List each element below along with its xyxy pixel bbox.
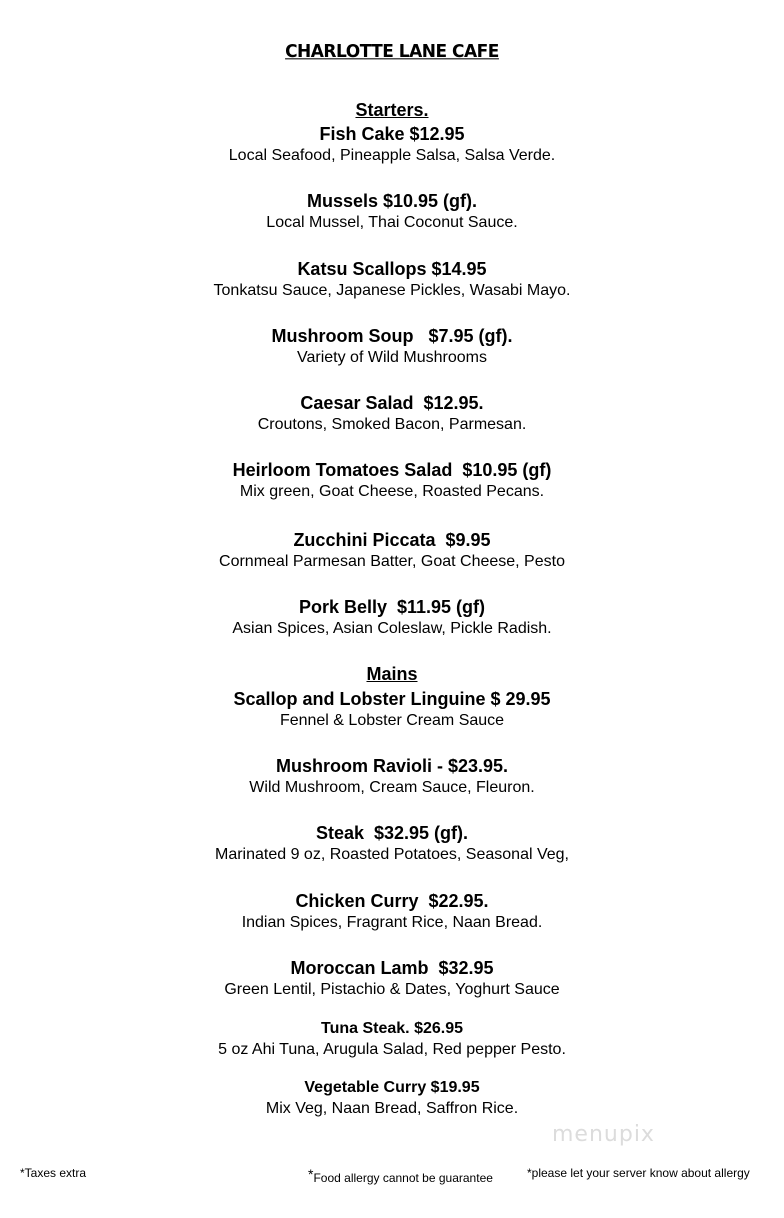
item-name: Mussels $10.95 (gf). [306, 191, 478, 211]
menu-item [0, 1078, 784, 1119]
item-name: Scallop and Lobster Linguine $ 29.95 [233, 689, 551, 709]
item-name: Zucchini Piccata $9.95 [293, 530, 491, 550]
menu-item [0, 957, 784, 1001]
item-name: Caesar Salad $12.95. [300, 393, 484, 413]
taxes-note: *Taxes extra [20, 1166, 87, 1180]
item-name: Katsu Scallops $14.95 [297, 259, 487, 279]
menu-item [0, 190, 784, 234]
item-description: 5 oz Ahi Tuna, Arugula Salad, Red pepper Pesto. [218, 1041, 566, 1058]
menupix-watermark: menupix [552, 1122, 655, 1147]
item-description: Local Seafood, Pineapple Salsa, Salsa Verde. [228, 147, 556, 164]
item-name: Tuna Steak. $26.95 [321, 1020, 463, 1037]
cafe-title: CHARLOTTE LANE CAFE [285, 41, 499, 63]
menu-item [0, 688, 784, 732]
item-description: Mix Veg, Naan Bread, Saffron Rice. [265, 1100, 519, 1117]
item-description: Fennel & Lobster Cream Sauce [279, 712, 505, 729]
allergy-disclaimer-text: Food allergy cannot be guarantee [313, 1171, 493, 1185]
item-name: Chicken Curry $22.95. [295, 891, 489, 911]
item-name: Mushroom Soup $7.95 (gf). [271, 326, 513, 346]
item-description: Asian Spices, Asian Coleslaw, Pickle Radish. [232, 620, 552, 637]
menu-item [0, 258, 784, 302]
menu-item [0, 459, 784, 503]
menu-item [0, 123, 784, 167]
item-name: Heirloom Tomatoes Salad $10.95 (gf) [232, 460, 552, 480]
item-description: Mix green, Goat Cheese, Roasted Pecans. [239, 483, 545, 500]
item-description: Cornmeal Parmesan Batter, Goat Cheese, Pesto [219, 553, 565, 570]
item-description: Green Lentil, Pistachio & Dates, Yoghurt Sauce [224, 981, 560, 998]
menu-item [0, 822, 784, 866]
item-name: Pork Belly $11.95 (gf) [298, 597, 486, 617]
item-name: Moroccan Lamb $32.95 [290, 958, 494, 978]
item-description: Wild Mushroom, Cream Sauce, Fleuron. [249, 779, 535, 796]
starters-heading: Starters. [355, 100, 429, 120]
menu-item [0, 1019, 784, 1060]
item-description: Croutons, Smoked Bacon, Parmesan. [257, 416, 527, 433]
item-name: Vegetable Curry $19.95 [304, 1079, 480, 1096]
item-description: Variety of Wild Mushrooms [297, 349, 487, 366]
menu-item [0, 890, 784, 934]
menu-item [0, 596, 784, 640]
item-description: Indian Spices, Fragrant Rice, Naan Bread. [241, 914, 543, 931]
menu-item [0, 529, 784, 573]
item-description: Local Mussel, Thai Coconut Sauce. [266, 214, 518, 231]
allergy-disclaimer [308, 1166, 493, 1185]
allergy-notice: *please let your server know about allergy [527, 1166, 750, 1180]
item-name: Steak $32.95 (gf). [315, 823, 469, 843]
menu-item [0, 755, 784, 799]
item-description: Marinated 9 oz, Roasted Potatoes, Seasonal Veg, [214, 846, 569, 863]
menu-item [0, 392, 784, 436]
menu-item [0, 325, 784, 369]
item-name: Mushroom Ravioli - $23.95. [275, 756, 509, 776]
item-name: Fish Cake $12.95 [319, 124, 465, 144]
mains-heading: Mains [366, 664, 418, 684]
item-description: Tonkatsu Sauce, Japanese Pickles, Wasabi Mayo. [213, 282, 571, 299]
asterisk: * [308, 1166, 314, 1182]
